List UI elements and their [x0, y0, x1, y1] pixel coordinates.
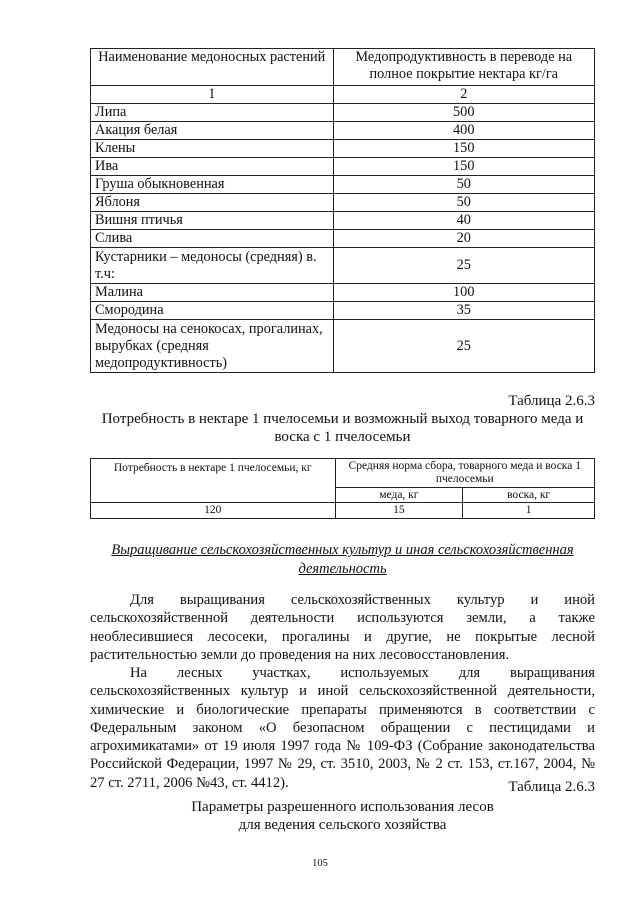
table-row: [91, 122, 595, 140]
plant-value: 35: [333, 302, 594, 320]
column-number: 1: [91, 86, 334, 104]
table-row: [91, 212, 595, 230]
plant-name: Клены: [91, 140, 334, 158]
paragraph-text: На лесных участках, используемых для выращивания сельскохозяйственных культур и иной сельскохозяйственной деятельности, химические и биологические препараты применяются в соответствии с Федеральным законом «О безопасном обращении с пестицидами и агрохимикатами» от 19 июля 1997 года № 109-ФЗ (Собрание законодательства Российской Федерации, 1997 № 29, ст. 3510, 2003, № 2 ст. 153, ст.167, 2004, № 27 ст. 2711, 2006 №43, ст. 4412).: [90, 665, 595, 791]
plant-name: Вишня птичья: [91, 212, 334, 230]
plant-name: Липа: [91, 104, 334, 122]
value-honey: 15: [335, 503, 463, 519]
table-row: [91, 104, 595, 122]
table-row: [91, 194, 595, 212]
plant-name: Слива: [91, 230, 334, 248]
header-plant-name: Наименование медоносных растений: [91, 49, 334, 86]
plant-name: Малина: [91, 284, 334, 302]
table-row: [91, 302, 595, 320]
column-number: 2: [333, 86, 594, 104]
table-row: [91, 140, 595, 158]
table-row: [91, 230, 595, 248]
page-number: 105: [312, 858, 328, 869]
table-title: Параметры разрешенного использования лесов: [191, 799, 494, 815]
header-productivity: Медопродуктивность в переводе на полное покрытие нектара кг/га: [333, 49, 594, 86]
table-row: [91, 503, 595, 519]
table-title: для ведения сельского хозяйства: [238, 817, 447, 833]
honey-plants-table: [90, 48, 595, 373]
header-average-yield: Средняя норма сбора, товарного меда и воска 1 пчелосемьи: [335, 459, 594, 488]
plant-value: 500: [333, 104, 594, 122]
table-row: [91, 284, 595, 302]
table-row: [91, 320, 595, 373]
table-label: Таблица 2.6.3: [508, 779, 595, 795]
paragraph: [90, 664, 595, 792]
table-row: [91, 158, 595, 176]
table-row: [91, 176, 595, 194]
section-title: Выращивание сельскохозяйственных культур и иная сельскохозяйственная деятельность: [111, 542, 574, 577]
table-header-row: [91, 459, 595, 488]
plant-name: Ива: [91, 158, 334, 176]
table-title: Потребность в нектаре 1 пчелосемьи и возможный выход товарного меда и воска с 1 пчелосемьи: [101, 411, 584, 445]
plant-value: 150: [333, 158, 594, 176]
plant-name: Смородина: [91, 302, 334, 320]
plant-value: 400: [333, 122, 594, 140]
plant-value: 25: [333, 320, 594, 373]
plant-name: Яблоня: [91, 194, 334, 212]
plant-name: Медоносы на сенокосах, прогалинах, вырубках (средняя медопродуктивность): [91, 320, 334, 373]
plant-value: 150: [333, 140, 594, 158]
plant-value: 50: [333, 176, 594, 194]
table-label: Таблица 2.6.3: [508, 393, 595, 409]
plant-value: 40: [333, 212, 594, 230]
value-nectar-need: 120: [91, 503, 336, 519]
plant-value: 25: [333, 248, 594, 284]
plant-value: 20: [333, 230, 594, 248]
value-wax: 1: [463, 503, 595, 519]
column-number-row: [91, 86, 595, 104]
paragraph: [90, 591, 595, 664]
nectar-need-table: [90, 458, 595, 519]
subheader-honey: меда, кг: [335, 488, 463, 503]
plant-value: 50: [333, 194, 594, 212]
table-row: [91, 248, 595, 284]
header-nectar-need: Потребность в нектаре 1 пчелосемьи, кг: [91, 459, 336, 503]
plant-value: 100: [333, 284, 594, 302]
subheader-wax: воска, кг: [463, 488, 595, 503]
paragraph-text: Для выращивания сельскохозяйственных культур и иной сельскохозяйственной деятельности используются земли, а также необлесившиеся лесосеки, прогалины и другие, не покрытые лесной растительностью земли до проведения на них лесовосстановления.: [90, 592, 595, 663]
plant-name: Акация белая: [91, 122, 334, 140]
plant-name: Кустарники – медоносы (средняя) в. т.ч:: [91, 248, 334, 284]
plant-name: Груша обыкновенная: [91, 176, 334, 194]
table-header-row: [91, 49, 595, 86]
